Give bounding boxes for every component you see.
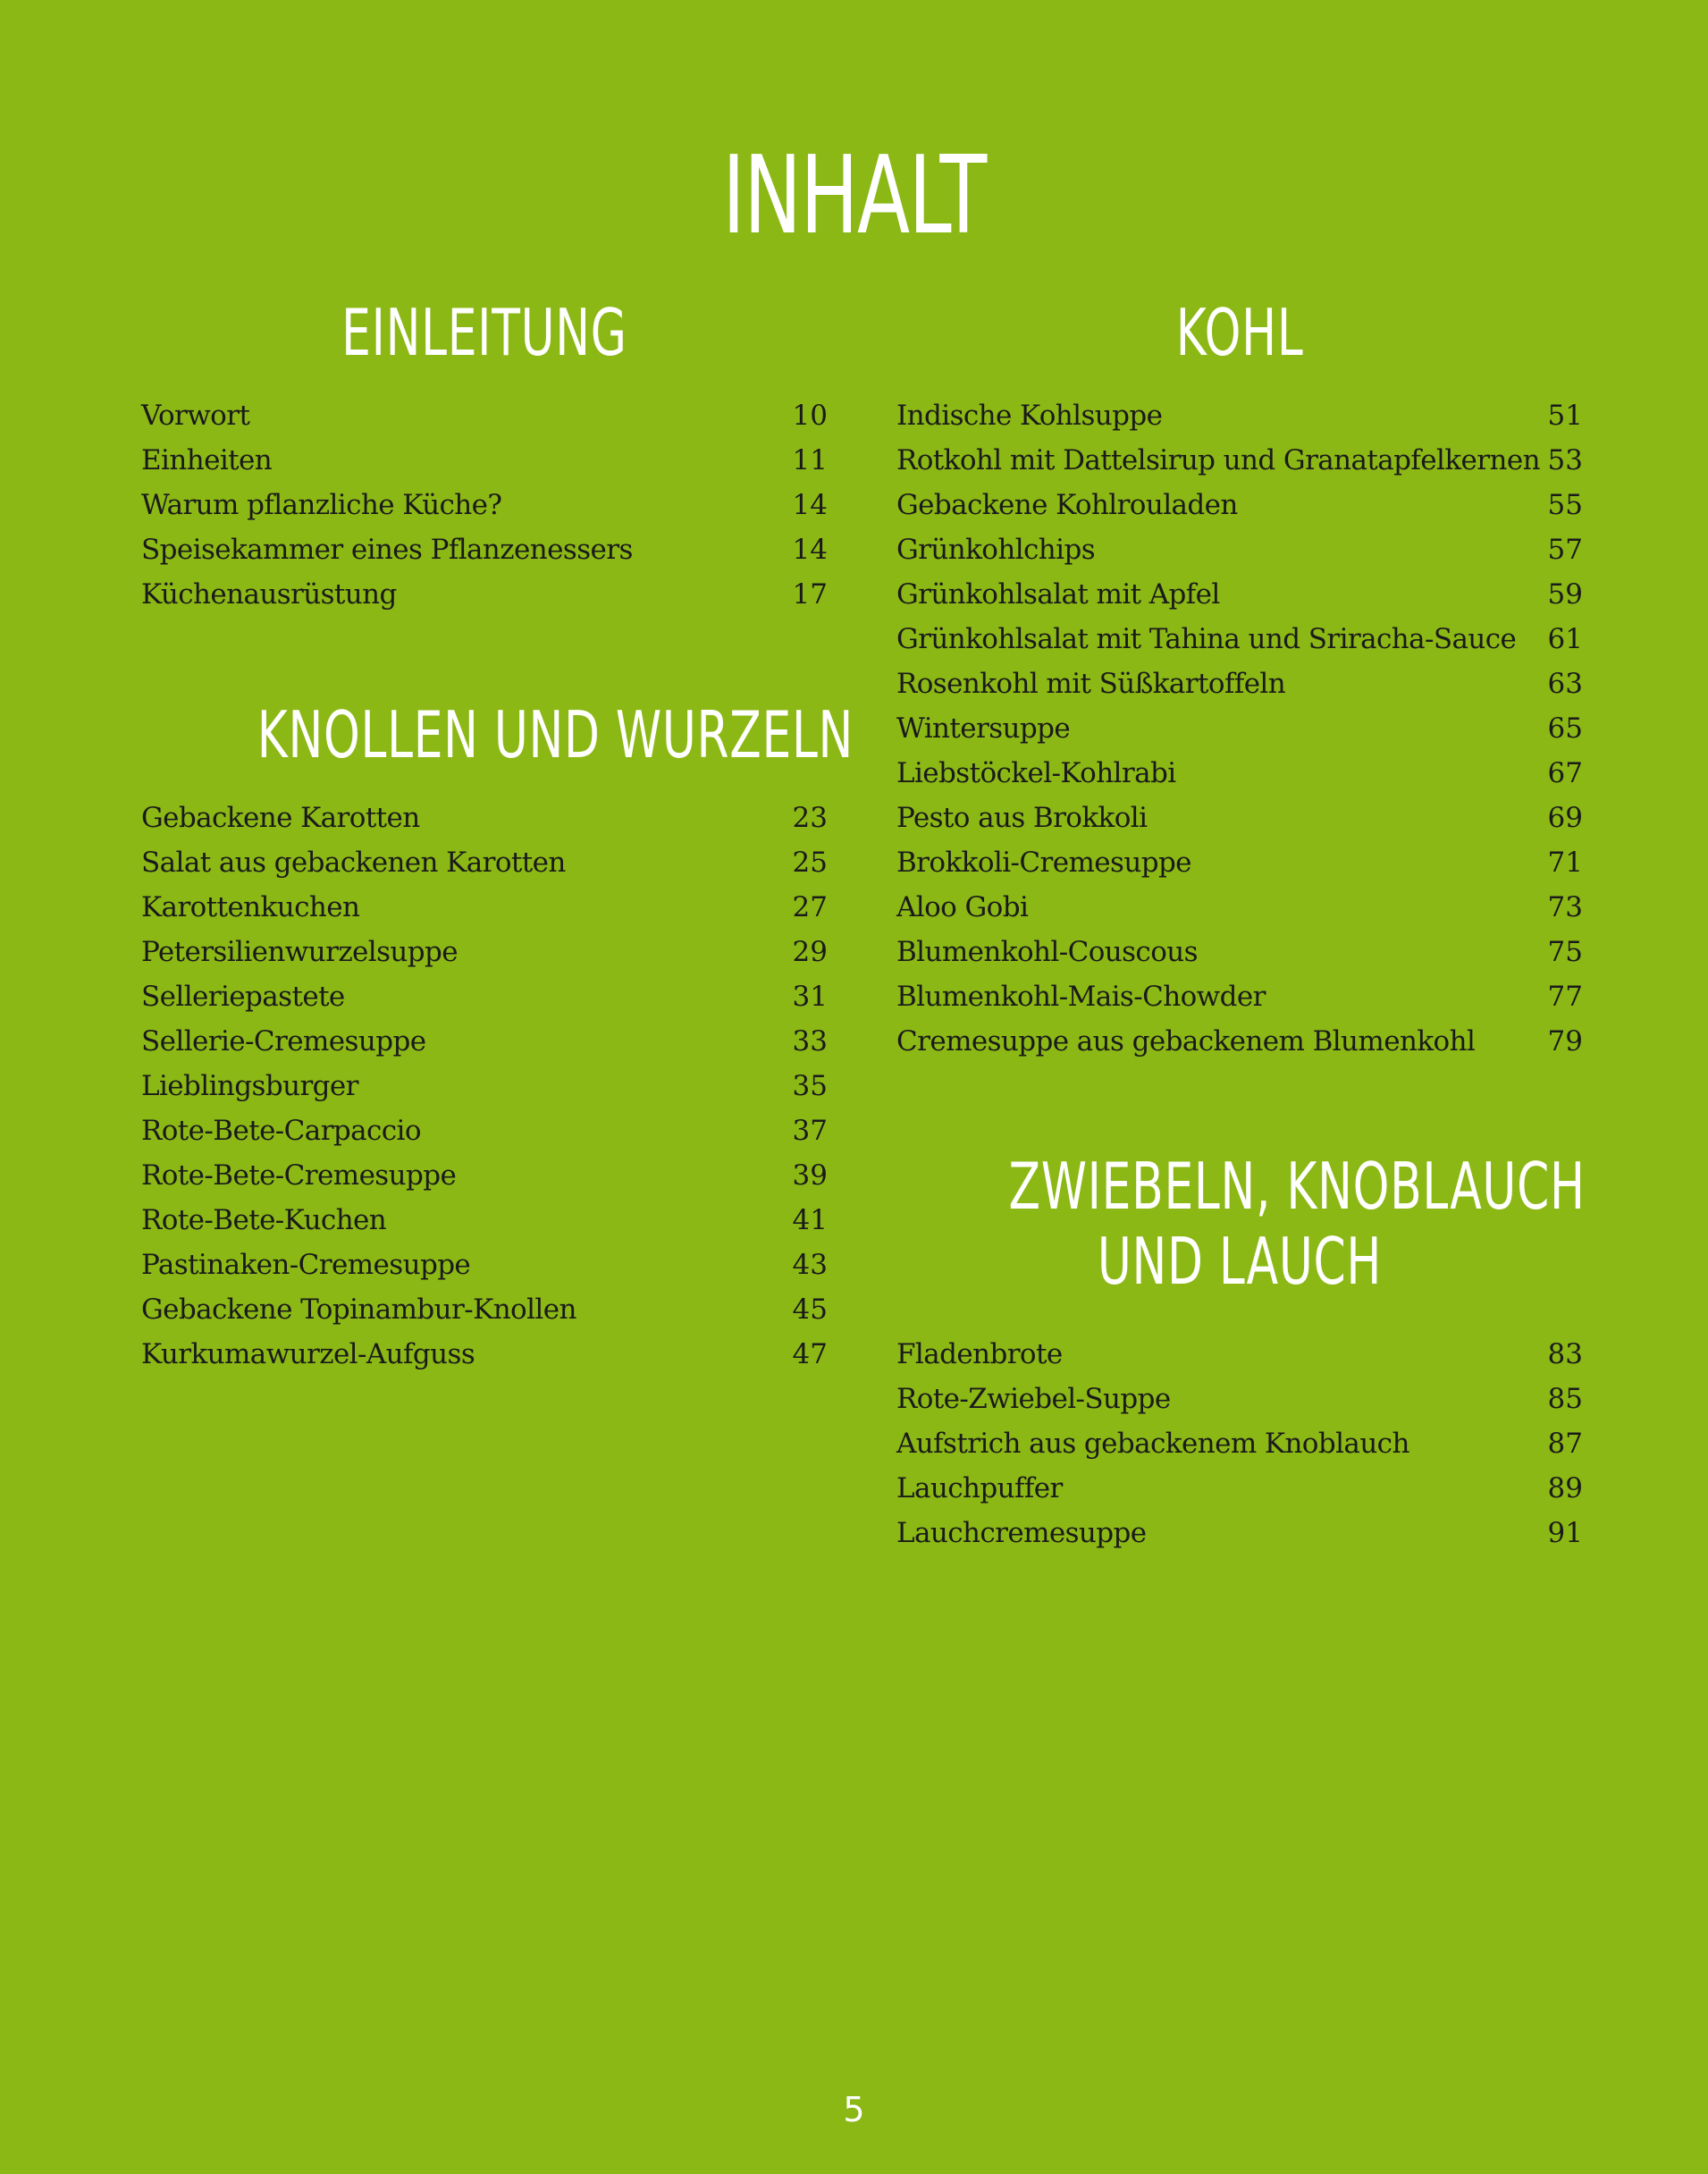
toc-entry[interactable]: Aloo Gobi 73 <box>896 891 1583 923</box>
toc-entry[interactable]: Lauchcremesuppe 91 <box>896 1517 1583 1549</box>
toc-entry[interactable]: Speisekammer eines Pflanzenessers 14 <box>141 534 828 566</box>
toc-entry[interactable]: Rotkohl mit Dattelsirup und Granatapfelkernen 53 <box>896 444 1583 476</box>
toc-entry[interactable]: Fladenbrote 83 <box>896 1338 1583 1370</box>
toc-entry[interactable]: Blumenkohl-Couscous 75 <box>896 936 1583 968</box>
toc-entry[interactable]: Einheiten 11 <box>141 444 828 476</box>
toc-list-einleitung <box>141 393 828 617</box>
toc-entry[interactable]: Gebackene Kohlrouladen 55 <box>896 489 1583 521</box>
toc-entry[interactable]: Pesto aus Brokkoli 69 <box>896 802 1583 834</box>
toc-entry[interactable]: Rote-Bete-Kuchen 41 <box>141 1204 828 1236</box>
section-heading-zwiebeln-knoblauch-lauch: ZWIEBELN, KNOBLAUCH UND LAUCH <box>1008 1149 1586 1299</box>
toc-entry[interactable]: Rote-Bete-Cremesuppe 39 <box>141 1159 828 1192</box>
toc-entry[interactable]: Grünkohlsalat mit Tahina und Sriracha-Sauce 61 <box>896 623 1583 655</box>
toc-entry[interactable]: Lauchpuffer 89 <box>896 1472 1583 1504</box>
page-number: 5 <box>843 2090 865 2129</box>
toc-entry[interactable]: Grünkohlchips 57 <box>896 534 1583 566</box>
toc-entry[interactable]: Gebackene Karotten 23 <box>141 802 828 834</box>
toc-entry[interactable]: Vorwort 10 <box>141 400 828 432</box>
toc-column-right <box>896 0 1586 2174</box>
toc-entry[interactable]: Gebackene Topinambur-Knollen 45 <box>141 1293 828 1326</box>
page-title: INHALT <box>722 134 986 258</box>
section-heading-einleitung: EINLEITUNG <box>341 295 627 370</box>
toc-entry[interactable]: Karottenkuchen 27 <box>141 891 828 923</box>
toc-entry[interactable]: Aufstrich aus gebackenem Knoblauch 87 <box>896 1428 1583 1460</box>
section-heading-knollen-und-wurzeln: KNOLLEN UND WURZELN <box>257 697 854 772</box>
toc-list-zwiebeln-knoblauch-lauch <box>896 1332 1583 1555</box>
toc-entry[interactable]: Indische Kohlsuppe 51 <box>896 400 1583 432</box>
toc-entry[interactable]: Brokkoli-Cremesuppe 71 <box>896 847 1583 879</box>
toc-entry[interactable]: Sellerie-Cremesuppe 33 <box>141 1025 828 1058</box>
toc-list-knollen-und-wurzeln <box>141 796 828 1377</box>
toc-entry[interactable]: Blumenkohl-Mais-Chowder 77 <box>896 981 1583 1013</box>
toc-entry[interactable]: Petersilienwurzelsuppe 29 <box>141 936 828 968</box>
toc-entry[interactable]: Liebstöckel-Kohlrabi 67 <box>896 757 1583 789</box>
toc-entry[interactable]: Lieblingsburger 35 <box>141 1070 828 1102</box>
toc-entry[interactable]: Pastinaken-Cremesuppe 43 <box>141 1249 828 1281</box>
section-heading-kohl: KOHL <box>1175 295 1304 370</box>
toc-entry[interactable]: Wintersuppe 65 <box>896 712 1583 745</box>
toc-entry[interactable]: Kurkumawurzel-Aufguss 47 <box>141 1338 828 1370</box>
toc-entry[interactable]: Warum pflanzliche Küche? 14 <box>141 489 828 521</box>
toc-entry[interactable]: Selleriepastete 31 <box>141 981 828 1013</box>
toc-entry[interactable]: Rosenkohl mit Süßkartoffeln 63 <box>896 668 1583 700</box>
toc-entry[interactable]: Küchenausrüstung 17 <box>141 578 828 611</box>
toc-entry[interactable]: Cremesuppe aus gebackenem Blumenkohl 79 <box>896 1025 1583 1058</box>
toc-entry[interactable]: Rote-Zwiebel-Suppe 85 <box>896 1383 1583 1415</box>
toc-list-kohl <box>896 393 1583 1064</box>
toc-entry[interactable]: Rote-Bete-Carpaccio 37 <box>141 1115 828 1147</box>
toc-entry[interactable]: Grünkohlsalat mit Apfel 59 <box>896 578 1583 611</box>
toc-entry[interactable]: Salat aus gebackenen Karotten 25 <box>141 847 828 879</box>
